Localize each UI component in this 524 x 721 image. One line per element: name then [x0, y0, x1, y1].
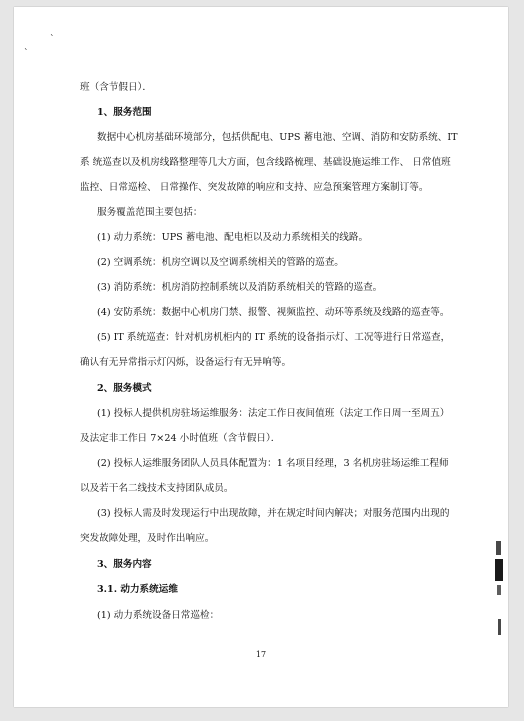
- stray-mark: `: [50, 35, 55, 45]
- text-line: 数据中心机房基础环境部分，包括供配电、UPS 蓄电池、空调、消防和安防系统、IT: [97, 132, 458, 143]
- list-item: (1) 投标人提供机房驻场运维服务：法定工作日夜间值班（法定工作日周一至周五）: [97, 408, 450, 419]
- list-item: (5) IT 系统巡查：针对机房机柜内的 IT 系统的设备指示灯、工况等进行日常巡查，: [97, 332, 451, 343]
- text-line: 确认有无异常指示灯闪烁，设备运行有无异响等。: [80, 357, 292, 368]
- text-line: 以及若干名二线技术支持团队成员。: [80, 483, 234, 494]
- list-item: (3) 消防系统：机房消防控制系统以及消防系统相关的管路的巡查。: [97, 282, 383, 293]
- stray-mark: `: [24, 49, 29, 59]
- page-number: 17: [255, 650, 267, 659]
- text-line: 突发故障处理，及时作出响应。: [80, 533, 215, 544]
- text-line: 班（含节假日）．: [80, 82, 152, 93]
- list-item: (1) 动力系统设备日常巡检：: [97, 610, 220, 621]
- subsection-heading: 3.1. 动力系统运维: [97, 584, 178, 595]
- scan-edge-mark: [496, 541, 501, 555]
- list-item: (4) 安防系统：数据中心机房门禁、报警、视频监控、动环等系统及线路的巡查等。: [97, 307, 450, 318]
- list-item: (2) 空调系统：机房空调以及空调系统相关的管路的巡查。: [97, 257, 344, 268]
- document-page: [14, 7, 508, 707]
- section-heading: 2、服务模式: [97, 383, 152, 394]
- text-line: 及法定非工作日 7×24 小时值班（含节假日）．: [80, 433, 281, 444]
- section-heading: 1、服务范围: [97, 107, 152, 118]
- scan-edge-mark: [497, 585, 501, 595]
- text-line: 服务覆盖范围主要包括：: [97, 207, 203, 218]
- scan-edge-mark: [498, 619, 501, 635]
- scan-edge-mark: [495, 559, 503, 581]
- list-item: (1) 动力系统：UPS 蓄电池、配电柜以及动力系统相关的线路。: [97, 232, 369, 243]
- list-item: (3) 投标人需及时发现运行中出现故障，并在规定时间内解决；对服务范围内出现的: [97, 508, 450, 519]
- section-heading: 3、服务内容: [97, 559, 152, 570]
- list-item: (2) 投标人运维服务团队人员具体配置为：1 名项目经理，3 名机房驻场运维工程师: [97, 458, 449, 469]
- text-line: 系 统巡查以及机房线路整理等几大方面，包含线路梳理、基础设施运维工作、 日常值班: [80, 157, 451, 168]
- text-line: 监控、日常巡检、 日常操作、突发故障的响应和支持、应急预案管理方案制订等。: [80, 182, 429, 193]
